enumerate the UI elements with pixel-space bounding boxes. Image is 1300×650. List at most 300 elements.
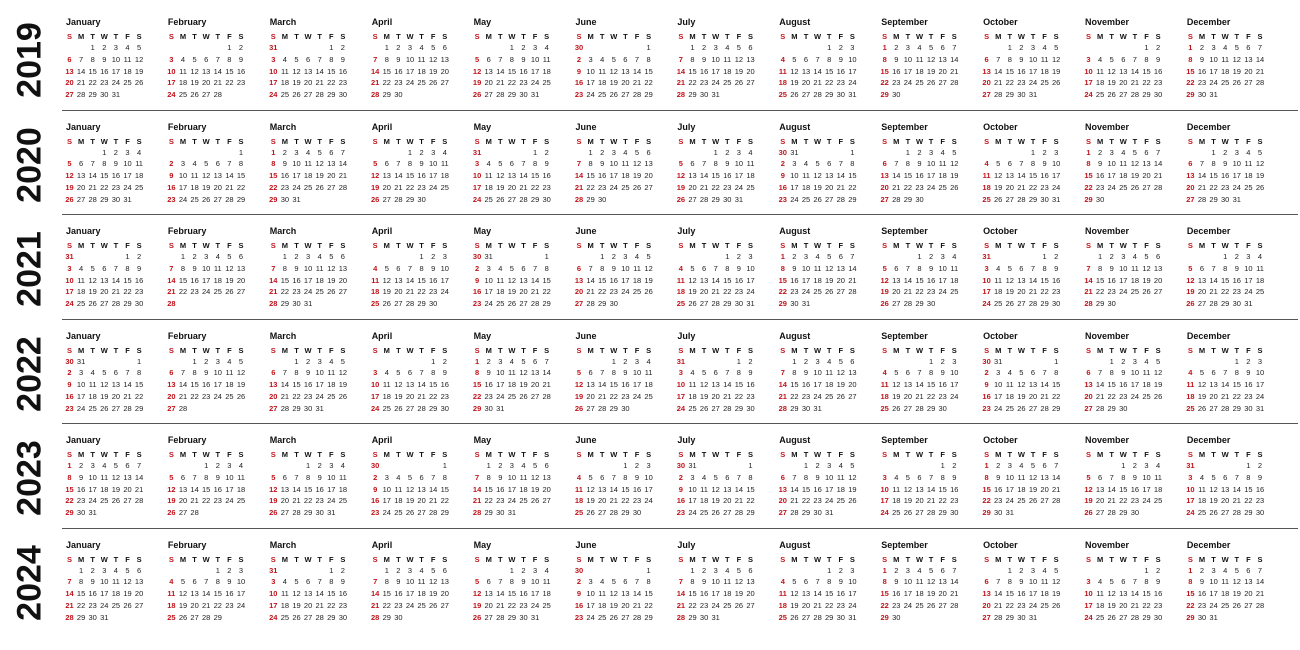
- year-label: [2, 217, 58, 321]
- year-separator: [62, 110, 1298, 111]
- day-cell: 11: [892, 484, 901, 494]
- day-cell: 4: [748, 147, 753, 157]
- day-cell: 30: [394, 612, 403, 622]
- day-cell: 26: [609, 612, 618, 622]
- day-cell: 18: [519, 484, 528, 494]
- day-cell: 1: [1098, 252, 1103, 261]
- day-cell: 31: [825, 508, 834, 518]
- day-cell: 6: [940, 43, 945, 52]
- month-march: [270, 113, 370, 217]
- day-cell: 23: [938, 391, 947, 401]
- day-cell: 15: [236, 171, 246, 181]
- month-name: September: [881, 435, 928, 445]
- day-cell: 6: [1121, 577, 1126, 587]
- day-cell: 19: [269, 496, 278, 506]
- day-cell: 30: [950, 508, 959, 518]
- day-cell: 5: [850, 461, 855, 470]
- day-cell: 12: [190, 66, 199, 76]
- day-cell: 27: [382, 194, 391, 204]
- weekday-header: T: [90, 345, 95, 355]
- day-cell: 22: [507, 78, 517, 88]
- day-cell: 18: [813, 275, 822, 285]
- day-cell: 7: [498, 577, 503, 587]
- day-cell: 7: [271, 263, 276, 273]
- month-february: [168, 113, 268, 217]
- day-cell: 17: [688, 496, 697, 506]
- day-cell: 27: [848, 391, 857, 401]
- month-name: December: [1186, 435, 1231, 445]
- month-name: January: [66, 435, 101, 445]
- weekday-header: S: [576, 345, 582, 355]
- day-cell: 25: [225, 391, 234, 401]
- day-cell: 12: [1005, 275, 1014, 285]
- weekday-header: W: [1017, 345, 1025, 355]
- day-cell: 4: [544, 565, 549, 575]
- day-cell: 19: [111, 484, 121, 494]
- day-cell: 26: [1052, 78, 1061, 88]
- weekday-header: T: [724, 554, 730, 564]
- day-cell: 4: [725, 565, 730, 575]
- day-cell: 21: [676, 78, 686, 88]
- month-name: May: [473, 121, 492, 132]
- day-cell: 26: [111, 496, 121, 506]
- day-cell: 13: [484, 589, 493, 599]
- day-cell: 25: [938, 182, 947, 192]
- day-cell: 13: [405, 380, 415, 390]
- day-cell: 22: [76, 600, 86, 610]
- day-cell: 18: [778, 600, 787, 610]
- day-cell: 27: [586, 403, 595, 413]
- day-cell: 4: [227, 356, 232, 366]
- weekday-header: T: [317, 450, 322, 459]
- day-cell: 12: [405, 484, 415, 494]
- weekday-header: M: [689, 241, 696, 250]
- weekday-header: T: [497, 136, 503, 146]
- day-cell: 25: [327, 391, 336, 401]
- day-cell: 28: [711, 299, 720, 309]
- day-cell: 6: [600, 472, 605, 482]
- day-cell: 11: [371, 275, 380, 285]
- day-cell: 27: [982, 612, 991, 622]
- day-cell: 11: [394, 484, 403, 494]
- day-cell: 15: [688, 66, 697, 76]
- day-cell: 28: [836, 194, 845, 204]
- weekday-header: W: [304, 450, 312, 459]
- day-cell: 17: [790, 182, 799, 192]
- day-cell: 6: [1121, 54, 1126, 64]
- day-cell: 28: [1130, 612, 1140, 622]
- day-cell: 5: [498, 159, 503, 169]
- day-cell: 17: [711, 589, 720, 599]
- day-cell: 1: [533, 147, 538, 157]
- day-cell: 22: [1142, 78, 1151, 88]
- day-cell: 9: [984, 380, 989, 390]
- weekday-header: T: [192, 32, 197, 41]
- day-cell: 3: [1132, 356, 1137, 366]
- month-name: August: [779, 121, 811, 132]
- day-cell: 10: [1142, 472, 1151, 482]
- day-cell: 12: [1130, 159, 1140, 169]
- weekday-header: F: [430, 241, 436, 250]
- day-cell: 5: [192, 54, 197, 64]
- day-cell: 29: [1040, 299, 1049, 309]
- day-cell: 6: [442, 565, 447, 575]
- weekday-header: T: [294, 136, 299, 146]
- day-cell: 16: [950, 484, 959, 494]
- weekday-header: T: [803, 136, 809, 146]
- day-cell: 30: [1244, 403, 1253, 413]
- weekday-header: M: [281, 554, 289, 564]
- day-cell: 15: [825, 589, 834, 599]
- day-cell: 8: [294, 368, 299, 378]
- day-cell: 19: [734, 589, 744, 599]
- day-cell: 14: [269, 275, 278, 285]
- weekday-header: F: [125, 345, 130, 355]
- day-cell: 16: [723, 171, 732, 181]
- day-cell: 24: [1052, 182, 1061, 192]
- weekday-header: T: [1132, 136, 1138, 146]
- month-name: February: [167, 17, 207, 27]
- day-cell: 23: [496, 496, 505, 506]
- day-cell: 30: [621, 403, 630, 413]
- year-label-text: 2021: [10, 231, 49, 307]
- day-cell: 29: [100, 194, 109, 204]
- day-cell: 18: [1040, 66, 1049, 76]
- weekday-header: S: [780, 554, 786, 564]
- day-cell: 1: [509, 43, 514, 52]
- day-cell: 14: [734, 484, 744, 494]
- weekday-header: T: [701, 345, 707, 355]
- day-cell: 19: [926, 589, 936, 599]
- day-cell: 19: [836, 380, 845, 390]
- day-cell: 20: [530, 380, 540, 390]
- day-cell: 27: [746, 600, 755, 610]
- day-cell: 9: [1199, 577, 1205, 587]
- day-cell: 14: [1130, 589, 1140, 599]
- day-cell: 14: [609, 484, 618, 494]
- day-cell: 3: [713, 565, 718, 575]
- day-cell: 22: [292, 391, 301, 401]
- month-july: [677, 322, 777, 426]
- day-cell: 20: [65, 78, 74, 88]
- day-cell: 25: [836, 496, 845, 506]
- day-cell: 5: [329, 252, 334, 261]
- weekday-header: S: [1257, 136, 1263, 146]
- day-cell: 4: [838, 461, 843, 470]
- day-cell: 24: [1107, 182, 1116, 192]
- day-cell: 15: [621, 484, 630, 494]
- day-cell: 20: [778, 496, 787, 506]
- day-cell: 8: [306, 472, 311, 482]
- weekday-header: T: [623, 554, 628, 564]
- day-cell: 2: [928, 252, 934, 261]
- day-cell: 12: [225, 263, 234, 273]
- day-cell: 26: [644, 287, 653, 297]
- weekday-header: W: [100, 345, 108, 355]
- day-cell: 29: [542, 299, 551, 309]
- day-cell: 31: [848, 90, 857, 100]
- day-cell: 4: [498, 263, 503, 273]
- weekday-header: T: [419, 241, 424, 250]
- day-cell: 28: [496, 90, 505, 100]
- weekday-header: F: [430, 136, 436, 146]
- day-cell: 26: [1255, 182, 1265, 192]
- day-cell: 7: [373, 54, 378, 64]
- day-cell: 15: [586, 171, 595, 181]
- weekday-header: W: [814, 136, 822, 146]
- day-cell: 7: [1019, 159, 1024, 169]
- day-cell: 16: [100, 66, 109, 76]
- day-cell: 23: [950, 496, 959, 506]
- day-cell: 21: [280, 391, 290, 401]
- day-cell: 21: [836, 182, 845, 192]
- day-cell: 18: [225, 380, 234, 390]
- day-cell: 3: [905, 43, 910, 52]
- weekday-header: M: [383, 345, 390, 355]
- day-cell: 31: [1052, 194, 1061, 204]
- weekday-header: T: [497, 345, 503, 355]
- day-cell: 2: [373, 472, 378, 482]
- month-name: June: [575, 435, 597, 445]
- day-cell: 24: [315, 391, 324, 401]
- day-cell: 20: [236, 275, 246, 285]
- day-cell: 27: [574, 299, 584, 309]
- weekday-header: W: [610, 345, 618, 355]
- month-name: February: [167, 121, 207, 132]
- day-cell: 28: [586, 299, 595, 309]
- day-cell: 4: [1223, 565, 1228, 575]
- weekday-header: M: [281, 32, 289, 41]
- day-cell: 16: [574, 78, 584, 88]
- day-cell: 1: [192, 356, 197, 366]
- day-cell: 16: [542, 171, 551, 181]
- day-cell: 9: [736, 263, 741, 273]
- day-cell: 30: [1153, 612, 1163, 622]
- month-name: March: [269, 539, 297, 550]
- day-cell: 6: [780, 472, 785, 482]
- day-cell: 8: [204, 472, 209, 482]
- day-cell: 14: [542, 368, 551, 378]
- day-cell: 10: [327, 472, 336, 482]
- day-cell: 23: [1197, 600, 1207, 610]
- day-cell: 19: [1028, 484, 1038, 494]
- day-cell: 14: [134, 472, 144, 482]
- weekday-header: T: [928, 554, 934, 564]
- day-cell: 7: [1109, 472, 1114, 482]
- day-cell: 31: [88, 508, 97, 518]
- day-cell: 10: [371, 380, 380, 390]
- day-cell: 11: [213, 263, 222, 273]
- day-cell: 11: [440, 159, 449, 169]
- weekday-header: T: [1234, 136, 1240, 146]
- day-cell: 6: [125, 461, 130, 470]
- day-cell: 27: [1005, 194, 1014, 204]
- day-cell: 26: [1130, 182, 1140, 192]
- day-cell: 31: [982, 252, 991, 261]
- day-cell: 3: [952, 356, 957, 366]
- day-cell: 31: [1209, 90, 1218, 100]
- day-cell: 10: [1028, 577, 1038, 587]
- weekday-header: M: [77, 450, 85, 459]
- day-cell: 3: [1121, 252, 1126, 261]
- day-cell: 9: [678, 484, 683, 494]
- day-cell: 28: [530, 299, 540, 309]
- day-cell: 16: [76, 484, 86, 494]
- weekday-header: F: [634, 136, 640, 146]
- day-cell: 11: [802, 171, 810, 181]
- day-cell: 27: [1209, 403, 1218, 413]
- day-cell: 9: [282, 159, 287, 169]
- day-cell: 8: [1109, 368, 1114, 378]
- day-cell: 3: [850, 43, 855, 52]
- day-cell: 17: [1142, 484, 1151, 494]
- day-cell: 27: [915, 508, 924, 518]
- day-cell: 17: [801, 275, 811, 285]
- day-cell: 9: [815, 472, 820, 482]
- weekday-header: W: [202, 136, 210, 146]
- day-cell: 11: [1186, 380, 1195, 390]
- month-may: [474, 113, 574, 217]
- day-cell: 3: [113, 43, 118, 52]
- day-cell: 4: [1042, 43, 1047, 52]
- day-cell: 9: [1042, 159, 1047, 169]
- day-cell: 26: [676, 194, 686, 204]
- day-cell: 15: [1119, 484, 1128, 494]
- day-cell: 11: [77, 275, 85, 285]
- month-february: [168, 322, 268, 426]
- year-label-text: 2024: [10, 544, 49, 621]
- day-cell: 14: [123, 380, 132, 390]
- day-cell: 9: [90, 577, 95, 587]
- weekday-header: M: [77, 554, 85, 564]
- weekday-header: S: [238, 554, 244, 564]
- day-cell: 10: [429, 159, 438, 169]
- day-cell: 18: [280, 600, 290, 610]
- day-cell: 30: [836, 612, 845, 622]
- day-cell: 24: [405, 78, 415, 88]
- month-name: April: [371, 121, 393, 132]
- day-cell: 19: [676, 182, 686, 192]
- weekday-header: M: [179, 241, 187, 250]
- weekday-header: M: [77, 32, 85, 41]
- day-cell: 13: [519, 275, 528, 285]
- day-cell: 31: [507, 508, 517, 518]
- day-cell: 13: [213, 171, 222, 181]
- day-cell: 27: [394, 299, 403, 309]
- day-cell: 14: [790, 484, 799, 494]
- day-cell: 10: [530, 54, 540, 64]
- day-cell: 1: [271, 147, 276, 157]
- day-cell: 1: [384, 565, 389, 575]
- day-cell: 13: [723, 484, 732, 494]
- weekday-header: F: [940, 554, 945, 564]
- day-cell: 13: [100, 275, 109, 285]
- day-cell: 24: [1255, 391, 1265, 401]
- weekday-header: S: [646, 32, 652, 41]
- day-cell: 13: [134, 577, 144, 587]
- day-cell: 24: [1005, 496, 1014, 506]
- day-cell: 29: [1244, 508, 1253, 518]
- day-cell: 18: [676, 287, 686, 297]
- day-cell: 10: [213, 368, 222, 378]
- weekday-header: S: [66, 554, 72, 564]
- day-cell: 22: [644, 78, 653, 88]
- weekday-header: S: [442, 241, 448, 250]
- day-cell: 29: [711, 194, 720, 204]
- day-cell: 15: [723, 275, 732, 285]
- weekday-header: W: [610, 554, 618, 564]
- month-name: November: [1085, 330, 1130, 341]
- month-name: October: [983, 121, 1018, 132]
- day-cell: 15: [382, 66, 391, 76]
- month-name: September: [881, 226, 928, 236]
- day-cell: 31: [711, 612, 720, 622]
- weekday-header: S: [66, 32, 72, 41]
- day-cell: 3: [90, 461, 95, 470]
- day-cell: 14: [496, 66, 505, 76]
- day-cell: 11: [280, 589, 289, 599]
- day-cell: 8: [1144, 54, 1149, 64]
- weekday-header: T: [1211, 345, 1216, 355]
- day-cell: 19: [880, 287, 889, 297]
- day-cell: 7: [678, 54, 683, 64]
- day-cell: 28: [134, 496, 144, 506]
- weekday-header: W: [712, 32, 720, 41]
- month-march: [270, 322, 370, 426]
- day-cell: 25: [825, 391, 834, 401]
- day-cell: 8: [1098, 263, 1103, 273]
- month-name: March: [269, 17, 297, 27]
- day-cell: 3: [102, 565, 107, 575]
- day-cell: 11: [417, 577, 426, 587]
- day-cell: 29: [88, 90, 97, 100]
- weekday-header: M: [791, 450, 798, 459]
- weekday-header: S: [780, 136, 786, 146]
- weekday-header: S: [238, 241, 244, 250]
- day-cell: 13: [507, 171, 517, 181]
- day-cell: 21: [1040, 391, 1049, 401]
- day-cell: 28: [338, 182, 348, 192]
- day-cell: 10: [303, 263, 313, 273]
- day-cell: 11: [688, 380, 697, 390]
- day-cell: 27: [621, 90, 630, 100]
- weekday-header: S: [1155, 345, 1161, 355]
- day-cell: 7: [996, 577, 1001, 587]
- day-cell: 6: [419, 472, 424, 482]
- day-cell: 25: [1130, 287, 1140, 297]
- day-cell: 5: [996, 159, 1001, 169]
- day-cell: 15: [225, 66, 234, 76]
- day-cell: 17: [676, 391, 686, 401]
- day-cell: 15: [472, 380, 482, 390]
- day-cell: 19: [530, 484, 540, 494]
- day-cell: 9: [1121, 368, 1126, 378]
- day-cell: 12: [472, 66, 482, 76]
- day-cell: 16: [982, 391, 991, 401]
- day-cell: 10: [1084, 66, 1093, 76]
- weekday-header: T: [396, 345, 401, 355]
- month-january: [66, 217, 166, 321]
- weekday-header: W: [100, 450, 108, 459]
- day-cell: 19: [892, 391, 901, 401]
- weekday-header: F: [1246, 136, 1251, 146]
- day-cell: 25: [1197, 508, 1207, 518]
- day-cell: 4: [780, 577, 785, 587]
- weekday-header: S: [442, 554, 448, 564]
- day-cell: 25: [982, 194, 991, 204]
- day-cell: 8: [736, 368, 741, 378]
- day-cell: 20: [111, 391, 121, 401]
